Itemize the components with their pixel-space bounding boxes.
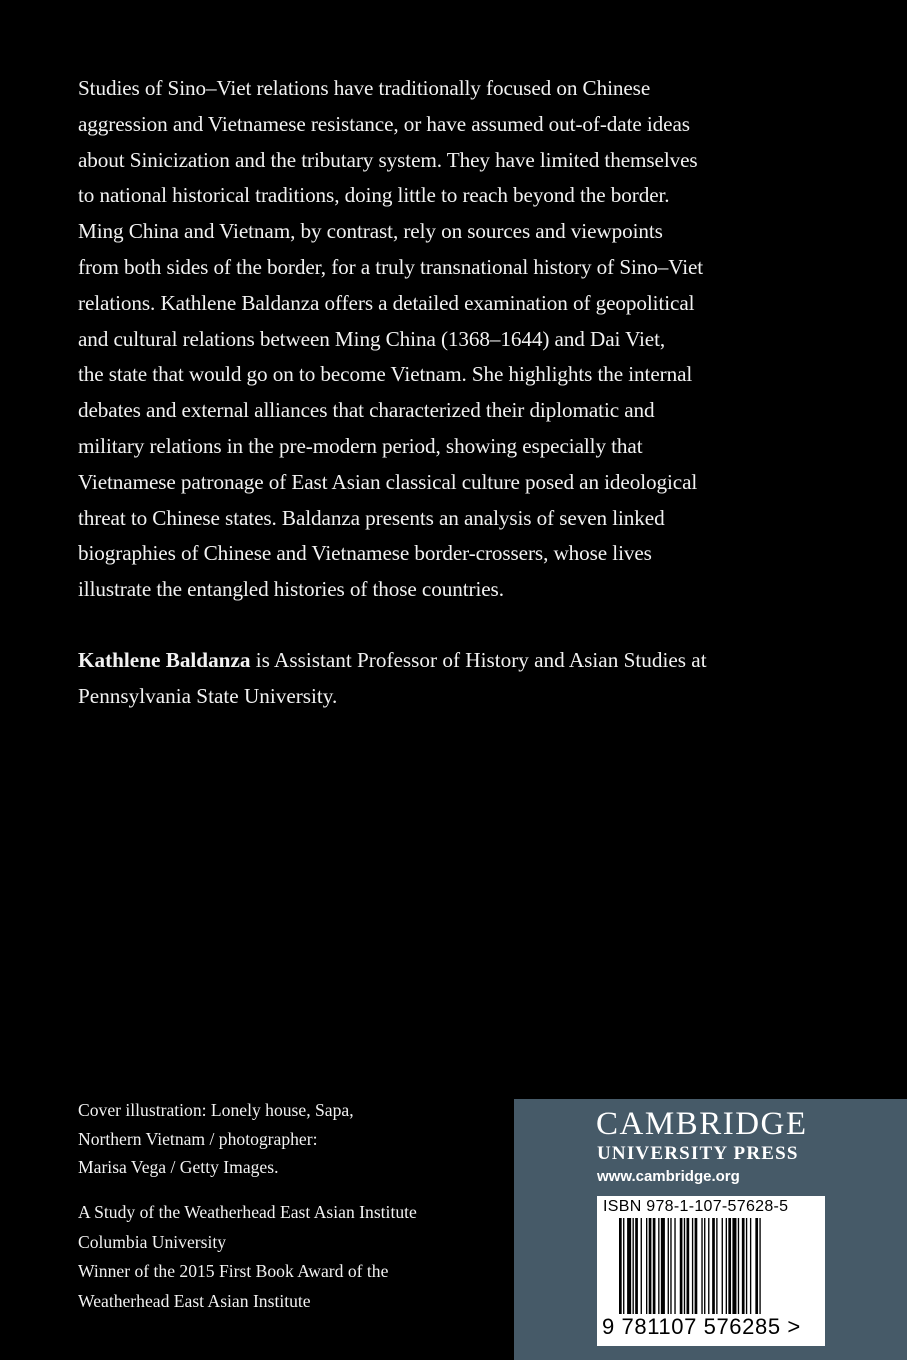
credit-line: Cover illustration: Lonely house, Sapa, bbox=[78, 1100, 354, 1120]
blurb-line: Vietnamese patronage of East Asian classical culture posed an ideological bbox=[78, 469, 698, 494]
blurb-line: biographies of Chinese and Vietnamese border-crossers, whose lives bbox=[78, 541, 652, 566]
author-name: Kathlene Baldanza bbox=[78, 648, 251, 672]
blurb-line: military relations in the pre-modern period, showing especially that bbox=[78, 433, 643, 458]
credit-line: Northern Vietnam / photographer: bbox=[78, 1128, 318, 1149]
blurb-line: relations. Kathlene Baldanza offers a detailed examination of geopolitical bbox=[78, 290, 695, 315]
publisher-logo-text: CAMBRIDGE bbox=[596, 1106, 808, 1142]
blurb-line: Studies of Sino–Viet relations have traditionally focused on Chinese bbox=[78, 76, 651, 100]
series-line: A Study of the Weatherhead East Asian Institute bbox=[78, 1202, 417, 1222]
bio-line: Pennsylvania State University. bbox=[78, 683, 338, 708]
blurb-line: about Sinicization and the tributary system. They have limited themselves bbox=[78, 147, 698, 172]
publisher-subtitle: UNIVERSITY PRESS bbox=[597, 1143, 799, 1164]
series-line: Weatherhead East Asian Institute bbox=[78, 1290, 311, 1311]
isbn-label: ISBN 978-1-107-57628-5 bbox=[603, 1198, 789, 1215]
series-line: Winner of the 2015 First Book Award of the bbox=[78, 1261, 389, 1281]
blurb-line: aggression and Vietnamese resistance, or have assumed out-of-date ideas bbox=[78, 111, 690, 136]
barcode bbox=[597, 1196, 825, 1346]
blurb-line: Ming China and Vietnam, by contrast, rely on sources and viewpoints bbox=[78, 219, 663, 244]
barcode-bars-icon bbox=[619, 1218, 805, 1314]
blurb-line: from both sides of the border, for a truly transnational history of Sino–Viet bbox=[78, 254, 704, 279]
bio-line bbox=[78, 643, 798, 679]
back-cover-blurb bbox=[78, 71, 798, 608]
blurb-line: threat to Chinese states. Baldanza presents an analysis of seven linked bbox=[78, 505, 665, 530]
blurb-line: debates and external alliances that characterized their diplomatic and bbox=[78, 398, 655, 423]
blurb-line: the state that would go on to become Vietnam. She highlights the internal bbox=[78, 362, 693, 387]
publisher-url: www.cambridge.org bbox=[597, 1168, 740, 1185]
bio-text: is Assistant Professor of History and Asian Studies at bbox=[250, 648, 707, 672]
blurb-line: illustrate the entangled histories of those countries. bbox=[78, 577, 504, 602]
blurb-line: to national historical traditions, doing little to reach beyond the border. bbox=[78, 183, 670, 208]
series-note bbox=[78, 1198, 498, 1316]
barcode-digits: 9 781107 576285 > bbox=[602, 1314, 801, 1339]
author-bio bbox=[78, 643, 798, 715]
blurb-line: and cultural relations between Ming China (1368–1644) and Dai Viet, bbox=[78, 326, 666, 351]
credit-line: Marisa Vega / Getty Images. bbox=[78, 1157, 279, 1177]
publisher-panel bbox=[514, 1099, 907, 1360]
cover-credits bbox=[78, 1096, 498, 1182]
series-line: Columbia University bbox=[78, 1231, 227, 1252]
